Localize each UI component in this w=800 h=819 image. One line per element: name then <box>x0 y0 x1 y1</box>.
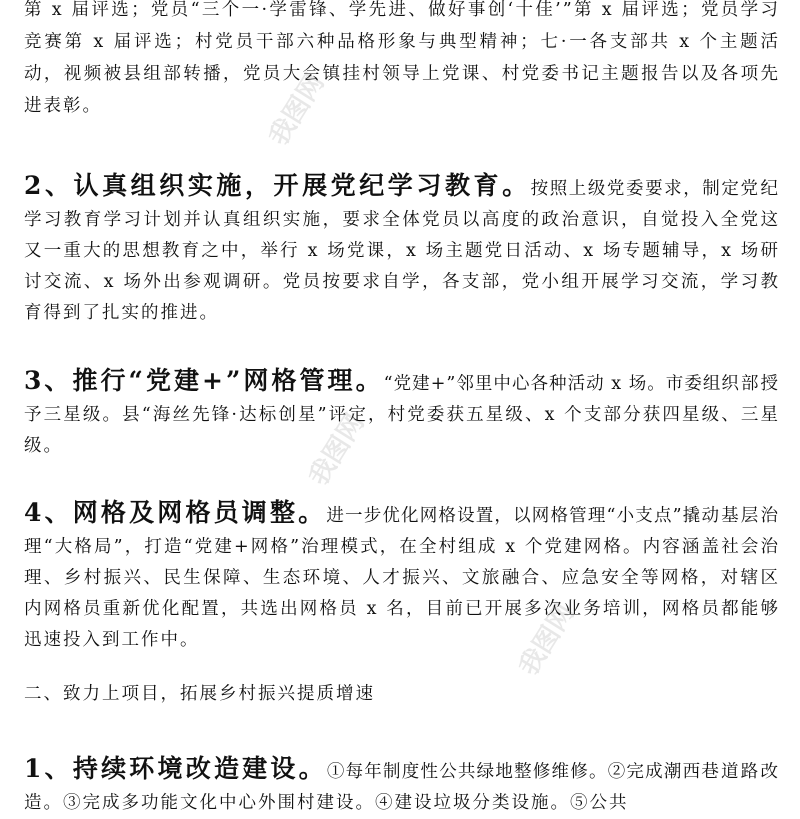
watermark-3: 我图网 <box>513 598 581 681</box>
chapter-heading <box>24 678 780 710</box>
paragraph-environment <box>24 753 780 819</box>
paragraph-text: 第 x 届评选；党员“三个一·学雷锋、学先进、做好事创‘十佳’”第 x 届评选；党员学习竞赛第 x 届评选；村党员干部六种品格形象与典型精神；七·一各支部共 x 个主题活动，视频被县组部转播，党员大会镇挂村领导上党课、村党委书记主题报告以及各项先进表彰。 <box>24 0 780 116</box>
paragraph-grid-adjustment <box>24 497 780 656</box>
paragraph-party-appraisals <box>24 0 780 122</box>
paragraph-text: 巷道路改造。③完成多功能文化中心外围村建设。④建设垃圾分类设施。⑤公共 <box>24 762 780 813</box>
section-heading: 3、推行“党建+”网格管理。 <box>24 366 384 395</box>
chapter-heading-text: 二、致力上项目，拓展乡村振兴提质增速 <box>24 684 375 704</box>
watermark-1: 我图网 <box>263 68 331 151</box>
paragraph-grid-management <box>24 365 780 462</box>
paragraph-intro: “党建+”邻里中心各种活动 x 场。市委组 <box>383 374 722 394</box>
paragraph-intro: 按照上级党委要求，制定 <box>530 179 741 199</box>
section-heading: 4、网格及网格员调整。 <box>24 498 327 527</box>
section-heading: 2、认真组织实施，开展党纪学习教育。 <box>24 171 531 200</box>
section-heading: 1、持续环境改造建设。 <box>24 754 327 783</box>
paragraph-discipline-education <box>24 170 780 329</box>
watermark-2: 我图网 <box>303 408 371 491</box>
paragraph-text: 动基层治理“大格局”，打造“党建+网格”治理模式，在全村组成 x 个党建网格。内容涵盖社会治理、乡村振兴、民生保障、生态环境、人才振兴、文旅融合、应急安全等网格，对辖区内网格员重新优化配置，共选出网格员 x 名，目前已开展多次业务培训，网格员都能够迅速投入到工作中。 <box>24 506 780 650</box>
paragraph-text: 党纪学习教育学习计划并认真组织实施，要求全体党员以高度的政治意识，自觉投入全党这又一重大的思想教育之中，举行 x 场党课，x 场主题党日活动、x 场专题辅导，x 场研讨交流、x 场外出参观调研。党员按要求自学，各支部，党小组开展学习交流，学习教育得到了扎实的推进。 <box>24 179 781 323</box>
paragraph-intro: ①每年制度性公共绿地整修维修。②完成潮西 <box>326 762 702 782</box>
paragraph-intro: 进一步优化网格设置，以网格管理“小支点”撬 <box>326 506 702 526</box>
paragraph-text: 织部授予三星级。县“海丝先锋·达标创星”评定，村党委获五星级、x 个支部分获四星级、三星级。 <box>24 374 780 456</box>
